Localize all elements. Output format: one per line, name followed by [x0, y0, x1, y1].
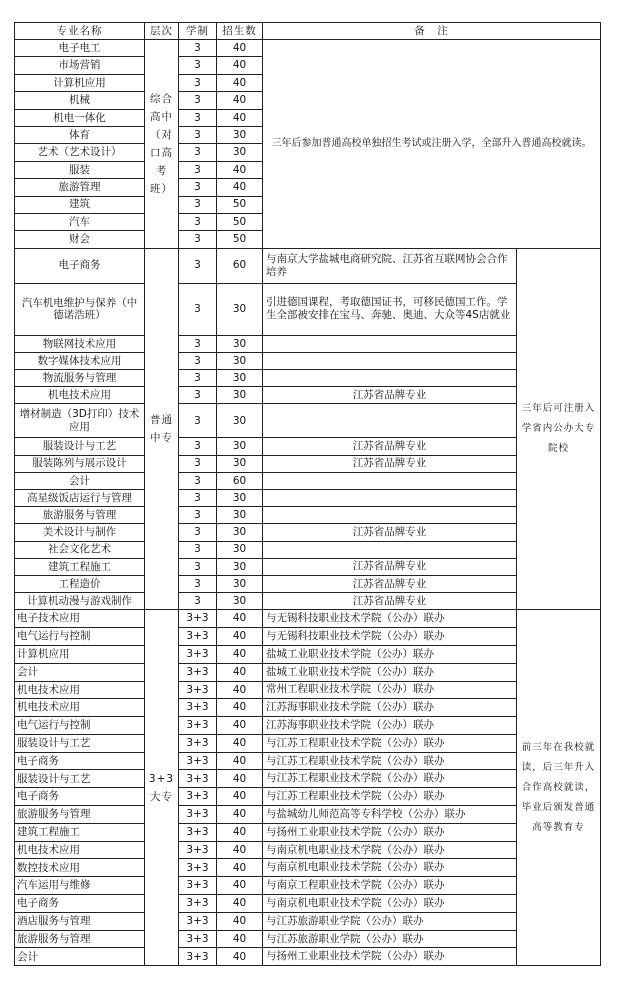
quota-cell: 40	[217, 645, 263, 663]
level-cell: 普通中专	[145, 248, 179, 610]
memo-cell: 与江苏旅游职业学院（公办）联办	[263, 930, 517, 948]
major-name: 会计	[15, 948, 145, 966]
years-cell: 3+3	[179, 628, 217, 646]
quota-cell: 40	[217, 788, 263, 806]
table-row	[15, 699, 601, 717]
table-row	[15, 524, 601, 541]
major-name: 数字媒体技术应用	[15, 352, 145, 369]
header-quota: 招生数	[217, 23, 263, 40]
major-name: 市场营销	[15, 57, 145, 74]
major-name: 电气运行与控制	[15, 717, 145, 735]
header-level: 层次	[145, 23, 179, 40]
table-row	[15, 248, 601, 283]
quota-cell: 30	[217, 593, 263, 610]
quota-cell: 40	[217, 161, 263, 178]
header-major: 专业名称	[15, 23, 145, 40]
table-row	[15, 823, 601, 841]
memo-cell: 与南京机电职业技术学院（公办）联办	[263, 841, 517, 859]
years-cell: 3	[179, 558, 217, 575]
quota-cell: 60	[217, 472, 263, 489]
major-name: 机电技术应用	[15, 387, 145, 404]
years-cell: 3	[179, 335, 217, 352]
memo-cell: 江苏省品牌专业	[263, 593, 517, 610]
years-cell: 3+3	[179, 681, 217, 699]
major-name: 电子技术应用	[15, 610, 145, 628]
major-name: 电子商务	[15, 895, 145, 913]
table-row	[15, 895, 601, 913]
years-cell: 3	[179, 248, 217, 283]
years-cell: 3+3	[179, 859, 217, 877]
years-cell: 3+3	[179, 788, 217, 806]
major-name: 机械	[15, 92, 145, 109]
years-cell: 3+3	[179, 806, 217, 824]
years-cell: 3	[179, 196, 217, 213]
major-name: 高星级饭店运行与管理	[15, 490, 145, 507]
quota-cell: 30	[217, 541, 263, 558]
table-row	[15, 628, 601, 646]
years-cell: 3	[179, 161, 217, 178]
memo-cell: 盐城工业职业技术学院（公办）联办	[263, 645, 517, 663]
years-cell: 3	[179, 507, 217, 524]
remark-cell: 三年后参加普通高校单独招生考试或注册入学，全部升入普通高校就读。	[263, 40, 601, 249]
years-cell: 3	[179, 283, 217, 335]
major-name: 体育	[15, 126, 145, 143]
major-name: 电子商务	[15, 752, 145, 770]
memo-cell: 江苏省品牌专业	[263, 575, 517, 592]
major-name: 计算机应用	[15, 645, 145, 663]
years-cell: 3+3	[179, 610, 217, 628]
major-name: 建筑工程施工	[15, 558, 145, 575]
table-row	[15, 593, 601, 610]
major-name: 酒店服务与管理	[15, 912, 145, 930]
memo-cell: 与扬州工业职业技术学院（公办）联办	[263, 948, 517, 966]
quota-cell: 60	[217, 248, 263, 283]
table-row	[15, 788, 601, 806]
table-row	[15, 770, 601, 788]
table-row	[15, 507, 601, 524]
memo-cell	[263, 541, 517, 558]
quota-cell: 30	[217, 404, 263, 438]
memo-cell: 江苏省品牌专业	[263, 387, 517, 404]
table-row	[15, 404, 601, 438]
table-row	[15, 40, 601, 57]
quota-cell: 30	[217, 144, 263, 161]
table-row	[15, 717, 601, 735]
quota-cell: 30	[217, 335, 263, 352]
quota-cell: 40	[217, 610, 263, 628]
quota-cell: 40	[217, 770, 263, 788]
years-cell: 3	[179, 472, 217, 489]
quota-cell: 40	[217, 948, 263, 966]
years-cell: 3+3	[179, 699, 217, 717]
years-cell: 3+3	[179, 717, 217, 735]
table-row	[15, 387, 601, 404]
major-name: 会计	[15, 663, 145, 681]
quota-cell: 30	[217, 575, 263, 592]
table-row	[15, 877, 601, 895]
quota-cell: 40	[217, 895, 263, 913]
quota-cell: 50	[217, 231, 263, 248]
side-note: 三年后可注册入学省内公办大专院校	[517, 248, 601, 610]
table-row	[15, 541, 601, 558]
level-cell: 综合高中（对口高考班）	[145, 40, 179, 249]
memo-cell	[263, 490, 517, 507]
years-cell: 3	[179, 438, 217, 455]
memo-cell: 江苏省品牌专业	[263, 558, 517, 575]
table-row	[15, 370, 601, 387]
years-cell: 3	[179, 593, 217, 610]
table-row	[15, 663, 601, 681]
major-name: 会计	[15, 472, 145, 489]
memo-cell: 江苏海事职业技术学院（公办）联办	[263, 699, 517, 717]
table-row	[15, 352, 601, 369]
table-row	[15, 752, 601, 770]
memo-cell: 与无锡科技职业技术学院（公办）联办	[263, 610, 517, 628]
quota-cell: 30	[217, 490, 263, 507]
memo-cell	[263, 370, 517, 387]
major-name: 电子商务	[15, 248, 145, 283]
quota-cell: 40	[217, 57, 263, 74]
quota-cell: 40	[217, 859, 263, 877]
memo-cell	[263, 472, 517, 489]
major-name: 电子电工	[15, 40, 145, 57]
major-name: 物流服务与管理	[15, 370, 145, 387]
enrollment-table	[14, 22, 601, 966]
memo-cell: 与无锡科技职业技术学院（公办）联办	[263, 628, 517, 646]
quota-cell: 30	[217, 524, 263, 541]
years-cell: 3+3	[179, 734, 217, 752]
table-row	[15, 930, 601, 948]
memo-cell: 与南京大学盐城电商研究院、江苏省互联网协会合作培养	[263, 248, 517, 283]
memo-cell: 常州工程职业技术学院（公办）联办	[263, 681, 517, 699]
quota-cell: 40	[217, 841, 263, 859]
table-header-row	[15, 23, 601, 40]
years-cell: 3	[179, 490, 217, 507]
years-cell: 3	[179, 455, 217, 472]
quota-cell: 30	[217, 352, 263, 369]
years-cell: 3+3	[179, 912, 217, 930]
memo-cell	[263, 352, 517, 369]
major-name: 数控技术应用	[15, 859, 145, 877]
major-name: 旅游服务与管理	[15, 507, 145, 524]
memo-cell: 与盐城幼儿师范高等专科学校（公办）联办	[263, 806, 517, 824]
memo-cell: 与江苏工程职业技术学院（公办）联办	[263, 734, 517, 752]
memo-cell: 江苏海事职业技术学院（公办）联办	[263, 717, 517, 735]
quota-cell: 40	[217, 40, 263, 57]
major-name: 艺术（艺术设计）	[15, 144, 145, 161]
memo-cell: 江苏省品牌专业	[263, 438, 517, 455]
major-name: 旅游服务与管理	[15, 930, 145, 948]
quota-cell: 50	[217, 196, 263, 213]
memo-cell: 江苏省品牌专业	[263, 524, 517, 541]
quota-cell: 40	[217, 823, 263, 841]
major-name: 美术设计与制作	[15, 524, 145, 541]
years-cell: 3	[179, 57, 217, 74]
memo-cell: 江苏省品牌专业	[263, 455, 517, 472]
years-cell: 3	[179, 126, 217, 143]
table-row	[15, 472, 601, 489]
major-name: 汽车机电维护与保养（中德诺浩班）	[15, 283, 145, 335]
years-cell: 3	[179, 524, 217, 541]
quota-cell: 40	[217, 681, 263, 699]
header-years: 学制	[179, 23, 217, 40]
table-body	[15, 40, 601, 966]
major-name: 电气运行与控制	[15, 628, 145, 646]
memo-cell	[263, 507, 517, 524]
quota-cell: 30	[217, 455, 263, 472]
quota-cell: 30	[217, 507, 263, 524]
major-name: 增材制造（3D打印）技术应用	[15, 404, 145, 438]
table-row	[15, 438, 601, 455]
quota-cell: 40	[217, 752, 263, 770]
years-cell: 3+3	[179, 930, 217, 948]
table-row	[15, 283, 601, 335]
major-name: 汽车运用与维修	[15, 877, 145, 895]
memo-cell	[263, 404, 517, 438]
table-row	[15, 575, 601, 592]
memo-cell: 与江苏工程职业技术学院（公办）联办	[263, 788, 517, 806]
table-row	[15, 558, 601, 575]
table-row	[15, 859, 601, 877]
quota-cell: 40	[217, 699, 263, 717]
memo-cell: 与江苏工程职业技术学院（公办）联办	[263, 770, 517, 788]
years-cell: 3	[179, 352, 217, 369]
table-row	[15, 610, 601, 628]
years-cell: 3	[179, 231, 217, 248]
table-row	[15, 645, 601, 663]
major-name: 旅游服务与管理	[15, 806, 145, 824]
quota-cell: 40	[217, 628, 263, 646]
years-cell: 3	[179, 92, 217, 109]
memo-cell: 与南京机电职业技术学院（公办）联办	[263, 859, 517, 877]
years-cell: 3+3	[179, 841, 217, 859]
years-cell: 3	[179, 213, 217, 230]
major-name: 建筑工程施工	[15, 823, 145, 841]
years-cell: 3+3	[179, 895, 217, 913]
major-name: 机电一体化	[15, 109, 145, 126]
major-name: 工程造价	[15, 575, 145, 592]
memo-cell: 与南京机电职业技术学院（公办）联办	[263, 895, 517, 913]
major-name: 社会文化艺术	[15, 541, 145, 558]
quota-cell: 40	[217, 109, 263, 126]
major-name: 电子商务	[15, 788, 145, 806]
quota-cell: 40	[217, 717, 263, 735]
major-name: 服装设计与工艺	[15, 734, 145, 752]
years-cell: 3+3	[179, 948, 217, 966]
side-note: 前三年在我校就读，后三年升入合作高校就读，毕业后颁发普通高等教育专	[517, 610, 601, 966]
table-row	[15, 335, 601, 352]
major-name: 计算机动漫与游戏制作	[15, 593, 145, 610]
quota-cell: 30	[217, 126, 263, 143]
header-remarks: 备 注	[263, 23, 601, 40]
major-name: 汽车	[15, 213, 145, 230]
quota-cell: 30	[217, 387, 263, 404]
quota-cell: 30	[217, 558, 263, 575]
quota-cell: 40	[217, 179, 263, 196]
quota-cell: 40	[217, 74, 263, 91]
major-name: 服装设计与工艺	[15, 438, 145, 455]
table-row	[15, 734, 601, 752]
quota-cell: 50	[217, 213, 263, 230]
memo-cell: 与南京工程职业技术学院（公办）联办	[263, 877, 517, 895]
years-cell: 3	[179, 404, 217, 438]
memo-cell: 盐城工业职业技术学院（公办）联办	[263, 663, 517, 681]
quota-cell: 40	[217, 92, 263, 109]
major-name: 计算机应用	[15, 74, 145, 91]
table-row	[15, 806, 601, 824]
memo-cell: 与扬州工业职业技术学院（公办）联办	[263, 823, 517, 841]
quota-cell: 40	[217, 663, 263, 681]
major-name: 服装	[15, 161, 145, 178]
level-cell: 3+3大专	[145, 610, 179, 966]
years-cell: 3	[179, 179, 217, 196]
quota-cell: 40	[217, 930, 263, 948]
table-row	[15, 681, 601, 699]
quota-cell: 40	[217, 877, 263, 895]
years-cell: 3	[179, 144, 217, 161]
years-cell: 3+3	[179, 823, 217, 841]
major-name: 物联网技术应用	[15, 335, 145, 352]
memo-cell: 引进德国课程，考取德国证书，可移民德国工作。学生全部被安排在宝马、奔驰、奥迪、大众等4S店就业	[263, 283, 517, 335]
years-cell: 3	[179, 575, 217, 592]
table-row	[15, 948, 601, 966]
major-name: 机电技术应用	[15, 841, 145, 859]
years-cell: 3+3	[179, 663, 217, 681]
memo-cell: 与江苏旅游职业学院（公办）联办	[263, 912, 517, 930]
table-row	[15, 912, 601, 930]
quota-cell: 40	[217, 912, 263, 930]
quota-cell: 40	[217, 734, 263, 752]
quota-cell: 40	[217, 806, 263, 824]
years-cell: 3+3	[179, 770, 217, 788]
years-cell: 3	[179, 109, 217, 126]
major-name: 旅游管理	[15, 179, 145, 196]
quota-cell: 30	[217, 283, 263, 335]
table-row	[15, 490, 601, 507]
table-row	[15, 455, 601, 472]
major-name: 建筑	[15, 196, 145, 213]
years-cell: 3+3	[179, 752, 217, 770]
major-name: 机电技术应用	[15, 699, 145, 717]
major-name: 财会	[15, 231, 145, 248]
memo-cell	[263, 335, 517, 352]
memo-cell: 与江苏工程职业技术学院（公办）联办	[263, 752, 517, 770]
major-name: 服装设计与工艺	[15, 770, 145, 788]
years-cell: 3+3	[179, 645, 217, 663]
years-cell: 3	[179, 541, 217, 558]
years-cell: 3	[179, 370, 217, 387]
major-name: 机电技术应用	[15, 681, 145, 699]
quota-cell: 30	[217, 438, 263, 455]
years-cell: 3	[179, 40, 217, 57]
major-name: 服装陈列与展示设计	[15, 455, 145, 472]
table-row	[15, 841, 601, 859]
years-cell: 3	[179, 387, 217, 404]
quota-cell: 30	[217, 370, 263, 387]
years-cell: 3+3	[179, 877, 217, 895]
years-cell: 3	[179, 74, 217, 91]
